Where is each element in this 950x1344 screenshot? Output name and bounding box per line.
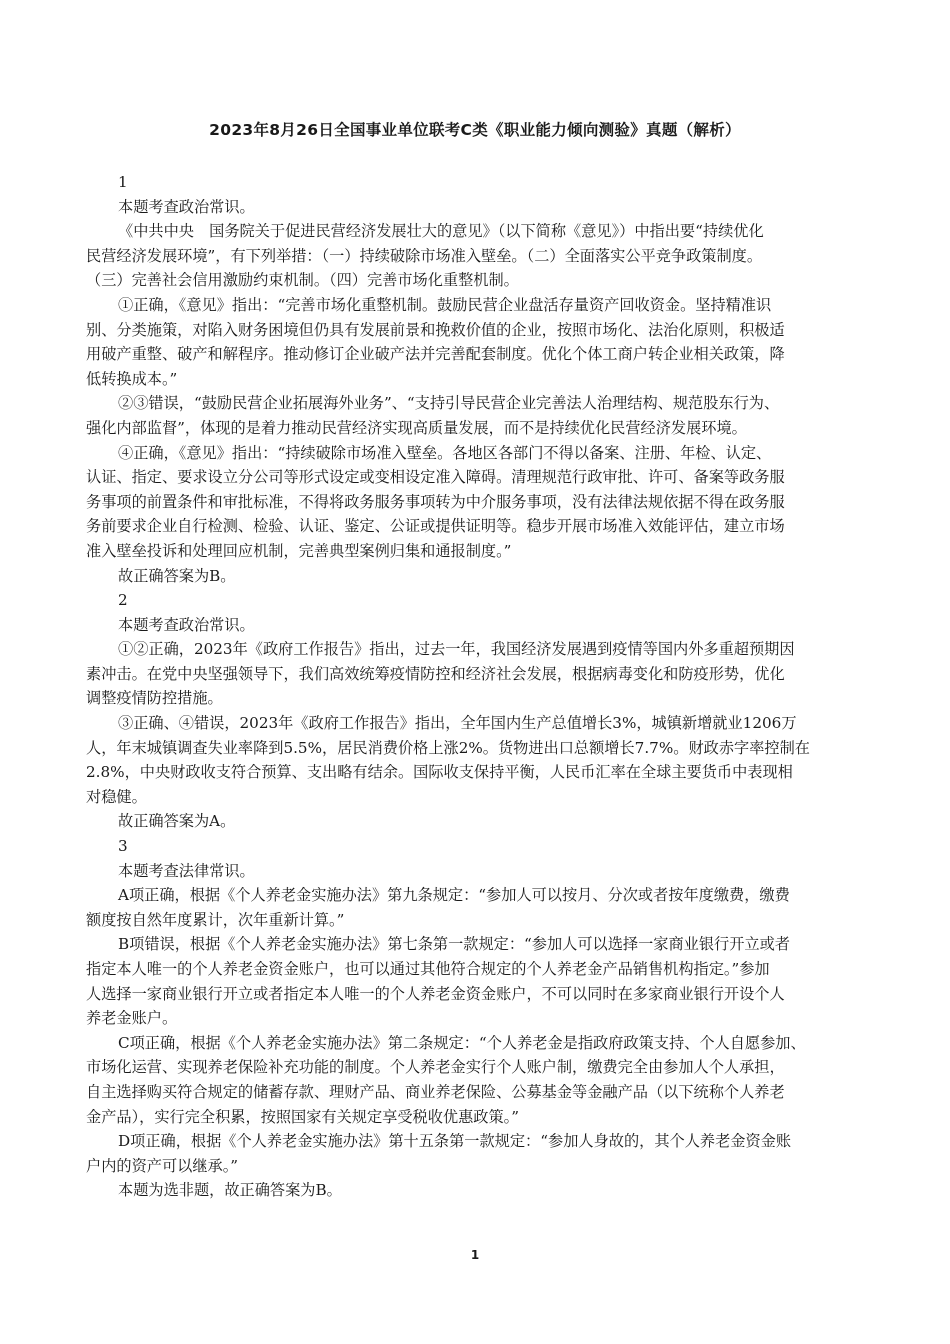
text-line: 自主选择购买符合规定的储蓄存款、理财产品、商业养老保险、公募基金等金融产品（以下统称个人养老	[86, 1082, 785, 1101]
text-line: 金产品），实行完全积累，按照国家有关规定享受税收优惠政策。”	[86, 1107, 520, 1126]
text-line: 调整疫情防控措施。	[86, 689, 223, 708]
text-line: 2	[118, 591, 128, 610]
document-title: 2023年8月26日全国事业单位联考C类《职业能力倾向测验》真题（解析）	[209, 121, 741, 139]
text-line: 本题为选非题，故正确答案为B。	[118, 1181, 342, 1200]
text-line: 务事项的前置条件和审批标准，不得将政务服务事项转为中介服务事项，没有法律法规依据不得在政务服	[86, 492, 785, 511]
text-line: 养老金账户。	[86, 1009, 178, 1028]
text-line: 民营经济发展环境”，有下列举措：（一）持续破除市场准入壁垒。（二）全面落实公平竞争政策制度。	[86, 246, 763, 265]
text-line: 本题考查政治常识。	[118, 197, 255, 216]
text-line: 故正确答案为A。	[118, 812, 236, 831]
text-line: 人选择一家商业银行开立或者指定本人唯一的个人养老金资金账户，不可以同时在多家商业银行开设个人	[86, 984, 785, 1003]
text-line: 3	[118, 837, 128, 856]
text-line: ④正确，《意见》指出：“持续破除市场准入壁垒。各地区各部门不得以备案、注册、年检、认定、	[118, 443, 772, 462]
text-line: 别、分类施策，对陷入财务困境但仍具有发展前景和挽救价值的企业，按照市场化、法治化原则，积极适	[86, 320, 785, 339]
text-line: 《中共中央 国务院关于促进民营经济发展壮大的意见》（以下简称《意见》）中指出要“持续优化	[118, 222, 764, 241]
text-line: 市场化运营、实现养老保险补充功能的制度。个人养老金实行个人账户制，缴费完全由参加人个人承担，	[86, 1058, 785, 1077]
text-line: 对稳健。	[86, 787, 147, 806]
text-line: 低转换成本。”	[86, 369, 178, 388]
text-line: A项正确，根据《个人养老金实施办法》第九条规定：“参加人可以按月、分次或者按年度缴费，缴费	[118, 886, 790, 905]
text-line: C项正确，根据《个人养老金实施办法》第二条规定：“个人养老金是指政府政策支持、个人自愿参加、	[118, 1033, 806, 1052]
text-line: 2.8%，中央财政收支符合预算、支出略有结余。国际收支保持平衡，人民币汇率在全球主要货币中表现相	[86, 763, 793, 782]
text-line: 额度按自然年度累计，次年重新计算。”	[86, 910, 345, 929]
text-line: B项错误，根据《个人养老金实施办法》第七条第一款规定：“参加人可以选择一家商业银行开立或者	[118, 935, 790, 954]
document-body	[86, 170, 864, 1203]
text-line: 认证、指定、要求设立分公司等形式设定或变相设定准入障碍。清理规范行政审批、许可、备案等政务服	[86, 468, 785, 487]
text-line: 强化内部监督”，体现的是着力推动民营经济实现高质量发展，而不是持续优化民营经济发展环境。	[86, 418, 747, 437]
text-line: 准入壁垒投诉和处理回应机制，完善典型案例归集和通报制度。”	[86, 541, 512, 560]
text-line: ①正确，《意见》指出：“完善市场化重整机制。鼓励民营企业盘活存量资产回收资金。坚持精准识	[118, 295, 772, 314]
text-line: 户内的资产可以继承。”	[86, 1156, 239, 1175]
page-number: 1	[470, 1248, 480, 1262]
text-line: 人，年末城镇调查失业率降到5.5%，居民消费价格上涨2%。货物进出口总额增长7.7%。财政赤字率控制在	[86, 738, 810, 757]
text-line: ③正确、④错误，2023年《政府工作报告》指出，全年国内生产总值增长3%，城镇新增就业1206万	[118, 714, 797, 733]
text-line: 本题考查法律常识。	[118, 861, 255, 880]
text-line: D项正确，根据《个人养老金实施办法》第十五条第一款规定：“参加人身故的，其个人养老金资金账	[118, 1132, 792, 1151]
text-line: 指定本人唯一的个人养老金资金账户，也可以通过其他符合规定的个人养老金产品销售机构指定。”参加	[86, 960, 770, 978]
text-line: 务前要求企业自行检测、检验、认证、鉴定、公证或提供证明等。稳步开展市场准入效能评估，建立市场	[86, 517, 785, 536]
text-line: ①②正确，2023年《政府工作报告》指出，过去一年，我国经济发展遇到疫情等国内外多重超预期因	[118, 640, 795, 659]
text-line: 素冲击。在党中央坚强领导下，我们高效统筹疫情防控和经济社会发展，根据病毒变化和防疫形势，优化	[86, 664, 785, 683]
text-line: 故正确答案为B。	[118, 566, 236, 585]
text-line: 本题考查政治常识。	[118, 615, 255, 634]
text-line: 1	[118, 173, 128, 191]
text-line: ②③错误，“鼓励民营企业拓展海外业务”、“支持引导民营企业完善法人治理结构、规范股东行为、	[118, 394, 780, 413]
text-line: 用破产重整、破产和解程序。推动修订企业破产法并完善配套制度。优化个体工商户转企业相关政策，降	[86, 345, 785, 364]
text-line: （三）完善社会信用激励约束机制。（四）完善市场化重整机制。	[86, 271, 519, 290]
